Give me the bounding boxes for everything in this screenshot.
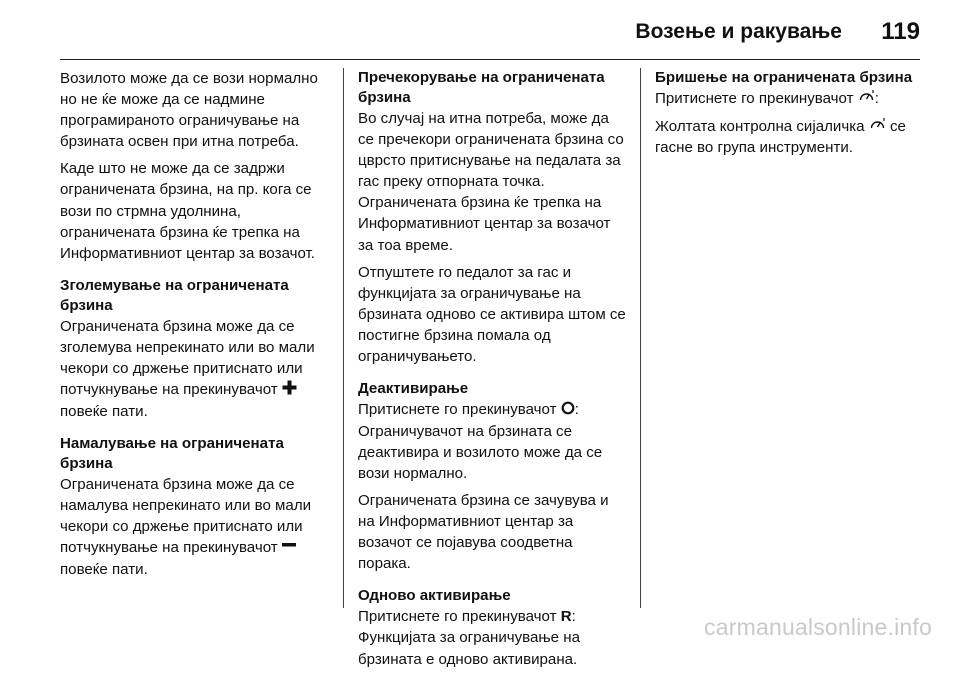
- paragraph-text: Ограничената брзина може да се зголемува непрекинато или во мали чекори со држење притиснато или потчукнување на прекинувачот: [60, 317, 315, 399]
- paragraph-text: повеќе пати.: [60, 402, 148, 420]
- ring-icon: [561, 400, 575, 421]
- paragraph: [358, 606, 628, 669]
- page-header: [0, 0, 960, 60]
- paragraph-text: : Ограничувачот на брзината се деактивира и возилото може да се вози нормално.: [358, 401, 603, 482]
- paragraph-text: повеќе пати.: [60, 560, 148, 578]
- paragraph: [60, 316, 334, 422]
- text-column-3: [655, 68, 929, 164]
- paragraph: Ограничената брзина се зачувува и на Информативниот центар за возачот се појавува соодветна порака.: [358, 491, 609, 573]
- paragraph: Отпуштете го педалот за гас и функцијата за ограничување на брзината одново се активира штом се постигне брзина помала од ограничувањето.: [358, 263, 626, 366]
- text-column-2: [358, 68, 628, 676]
- paragraph: Во случај на итна потреба, може да се пречекори ограничената брзина со цврсто притиснување на педалата за гас преку отпорната точка. Ограничената брзина ќе трепка на Информативниот центар за возачот за тоа време.: [358, 110, 624, 254]
- speed-limiter-icon: [869, 116, 886, 137]
- paragraph-text: Ограничената брзина може да се намалува непрекинато или во мали чекори со држење притиснато или потчукнување на прекинувачот: [60, 475, 312, 557]
- r-key-label: R: [560, 608, 572, 626]
- column-divider: [343, 68, 344, 608]
- paragraph-text: Притиснете го прекинувачот: [655, 90, 854, 107]
- paragraph: [655, 88, 929, 110]
- paragraph: [655, 116, 929, 159]
- minus-icon: [282, 538, 296, 559]
- paragraph-text: се гасне во група инструменти.: [655, 117, 906, 157]
- heading-increase: Зголемување на ограничената брзина: [60, 276, 289, 314]
- paragraph-text: :: [874, 90, 879, 107]
- paragraph: Каде што не може да се задржи ограничената брзина, на пр. кога се вози по стрмна удолнина, ограничената брзина ќе трепка на Информативниот центар за возачот.: [60, 160, 315, 262]
- paragraph-text: : Функцијата за ограничување на брзината е одново активирана.: [358, 608, 580, 668]
- watermark: carmanualsonline.info: [704, 614, 932, 640]
- column-divider: [640, 68, 641, 608]
- heading-reactivate: Одново активирање: [358, 587, 511, 605]
- heading-exceed: Пречекорување на ограничената брзина: [358, 69, 605, 106]
- paragraph-text: Притиснете го прекинувачот: [358, 401, 557, 419]
- speed-limiter-icon: [858, 88, 875, 109]
- page-number: 119: [881, 18, 920, 45]
- paragraph: [358, 399, 628, 484]
- section-title: Возење и ракување: [635, 20, 842, 43]
- text-column-1: [60, 68, 334, 586]
- plus-icon: [282, 380, 297, 401]
- heading-deactivate: Деактивирање: [358, 380, 469, 398]
- paragraph-text: Притиснете го прекинувачот: [358, 608, 557, 626]
- paragraph: Возилото може да се вози нормално но не ќе може да се надмине програмираното ограничување на брзината освен при итна потреба.: [60, 70, 318, 151]
- heading-decrease: Намалување на ограничената брзина: [60, 434, 284, 472]
- paragraph-text: Жолтата контролна сијаличка: [655, 117, 865, 135]
- header-rule: [60, 59, 920, 60]
- heading-delete: Бришење на ограничената брзина: [655, 69, 913, 86]
- paragraph: [60, 474, 334, 580]
